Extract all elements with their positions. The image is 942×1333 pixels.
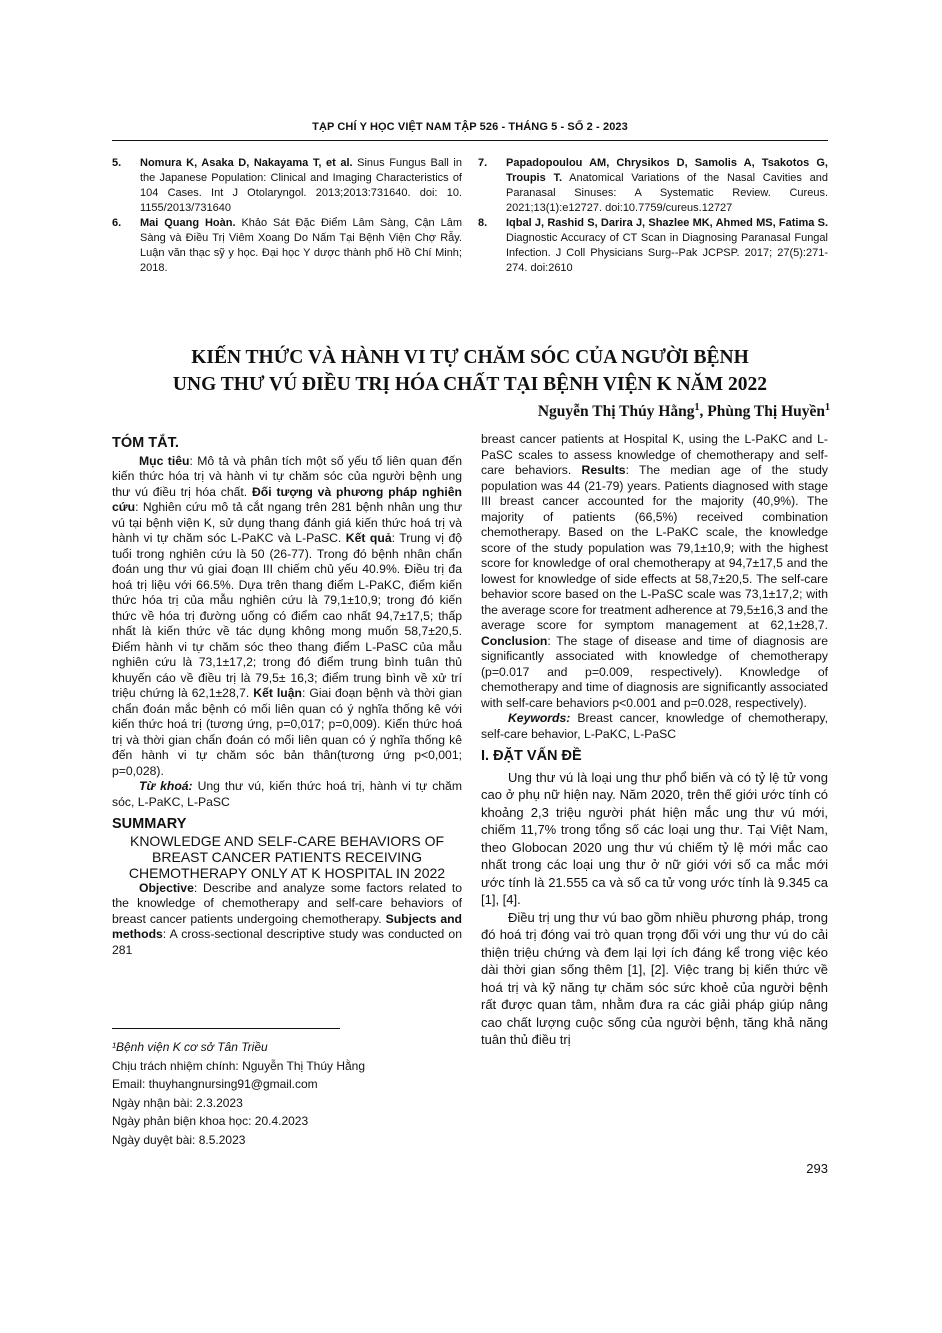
reference-text <box>140 216 462 276</box>
reference-number: 6. <box>112 217 122 229</box>
reference-authors: Nomura K, Asaka D, Nakayama T, et al. <box>140 157 353 169</box>
summary-title: KNOWLEDGE AND SELF-CARE BEHAVIORS OF BREAST CANCER PATIENTS RECEIVING CHEMOTHERAPY ONLY AT K HOSPITAL IN 2022 <box>128 832 446 881</box>
right-column <box>481 432 828 1049</box>
text-conclusion-en: : The stage of disease and time of diagnosis are significantly associated with knowledge of chemotherapy (p=0.017 and p=0.009, respectively). Knowledge of chemotherapy and time of diagnosis are significantly associated with self-care behaviors p<0.001 and p=0.028, respectively). <box>481 633 828 710</box>
keywords-en <box>481 711 828 742</box>
text-methods-en-continued: breast cancer patients at Hospital K, using the L-PaKC and L-PaSC scales to assess knowledge of chemotherapy and self-care behaviors. <box>481 432 828 477</box>
abstract-vi-paragraph <box>112 454 462 780</box>
author-separator: , <box>699 403 708 421</box>
article-title <box>112 344 828 398</box>
reference-number: 5. <box>112 157 122 169</box>
text-objective-vi: : Mô tả và phân tích một số yếu tố liên quan đến kiến thức hóa trị và hành vi tự chăm sóc của người bệnh ung thư vú điều trị hóa chất. <box>112 453 462 499</box>
author-name: Nguyễn Thị Thúy Hằng <box>537 403 695 421</box>
reference-item <box>478 156 828 216</box>
reference-text <box>506 156 828 216</box>
footnote-rule <box>112 1028 340 1029</box>
label-keywords-en: Keywords: <box>508 711 571 725</box>
reference-text <box>506 216 828 276</box>
footnote-received: Ngày nhận bài: 2.3.2023 <box>112 1095 243 1110</box>
text-methods-en: : A cross-sectional descriptive study was conducted on 281 <box>112 927 462 957</box>
text-keywords-en: Breast cancer, knowledge of chemotherapy, self-care behavior, L-PaKC, L-PaSC <box>481 711 828 741</box>
footnotes <box>112 1038 462 1149</box>
journal-header: TẠP CHÍ Y HỌC VIỆT NAM TẬP 526 - THÁNG 5 - SỐ 2 - 2023 <box>312 121 628 133</box>
summary-paragraph-start <box>112 881 462 959</box>
text-objective-en: : Describe and analyze some factors related to the knowledge of chemotherapy and self-care behaviors of breast cancer patients undergoing chemotherapy. <box>112 880 462 926</box>
references-left-column <box>112 156 462 276</box>
footnote-reviewed: Ngày phản biện khoa học: 20.4.2023 <box>112 1114 309 1128</box>
reference-details: Khảo Sát Đặc Điểm Lâm Sàng, Cận Lâm Sàng và Điều Trị Viêm Xoang Do Nấm Tại Bệnh Viện Chợ Rẫy. Luận văn thạc sỹ y học. Đại học Y dược thành phố Hồ Chí Minh; 2018. <box>140 217 462 274</box>
reference-item <box>112 156 462 216</box>
footnote-approved: Ngày duyệt bài: 8.5.2023 <box>112 1132 246 1147</box>
label-keywords-vi: Từ khoá: <box>139 779 193 793</box>
introduction-paragraph-2: Điều trị ung thư vú bao gồm nhiều phương pháp, trong đó hoá trị đóng vai trò quan trọng đối với ung thư vú do cải thiện triệu chứng và đem lại lợi ích đáng kể trong việc kéo dài thời gian sống thêm [1], [2]. Việc trang bị kiến thức về hoá trị và kỹ năng tự chăm sóc sức khoẻ của người bệnh rất được quan tâm, nhằm đưa ra các giải pháp giúp nâng cao chất lượng cuộc sống của người bệnh, tăng khả năng tuân thủ điều trị <box>481 909 828 1047</box>
text-keywords-vi: Ung thư vú, kiến thức hoá trị, hành vi tự chăm sóc, L-PaKC, L-PaSC <box>112 779 462 809</box>
reference-authors: Mai Quang Hoàn. <box>140 217 236 229</box>
label-results-en: Results <box>581 463 626 477</box>
abstract-heading: TÓM TẮT. <box>112 435 179 451</box>
label-results-vi: Kết quả <box>345 531 392 545</box>
author-name: Phùng Thị Huyền <box>707 403 825 421</box>
label-methods-vi: Đối tượng và phương pháp nghiên cứu <box>112 484 462 514</box>
page-number: 293 <box>806 1161 828 1176</box>
section-heading-introduction: I. ĐẶT VẤN ĐỀ <box>481 748 582 764</box>
text-results-en: : The median age of the study population was 44 (21-79) years. Patients diagnosed with stage III breast cancer accounted for the majority (40,9%). The majority of patients (66,5%) received combination chemotherapy. Based on the L-PaKC scale, the knowledge score of the study population was 79,1±10,9; with the highest score for knowledge of oral chemotherapy at 94,7±17,5 and the lowest for knowledge of side effects at 58,7±20,5. The self-care behavior score based on the L-PaSC scale was 73,1±17,2; with the average score for treatment adherence at 79,5±16,3 and the average score for symptom management at 62,1±28,7. <box>481 463 829 632</box>
reference-item <box>478 216 828 276</box>
reference-details: Sinus Fungus Ball in the Japanese Population: Clinical and Imaging Characteristics of 104 Cases. Int J Otolaryngol. 2013;2013:731640. doi: 10. 1155/2013/731640 <box>140 157 462 214</box>
footnote-responsible: Chịu trách nhiệm chính: Nguyễn Thị Thúy Hằng <box>112 1058 366 1073</box>
reference-details: Anatomical Variations of the Nasal Cavities and Paranasal Sinuses: A Systematic Review. Cureus. 2021;13(1):e12727. doi:10.7759/cureus.12727 <box>506 172 828 214</box>
introduction-paragraph-1: Ung thư vú là loại ung thư phổ biến và có tỷ lệ tử vong cao ở phụ nữ hiện nay. Năm 2020, trên thế giới ước tính có khoảng 2,3 triệu người phát hiện mắc ung thư vú mới, chiếm 11,7% trong tổng số các loại ung thư. Tại Việt Nam, theo Globocan 2020 ung thư vú chiếm tỷ lệ mới mắc cao nhất trong các loại ung thư ở nữ giới với số ca mắc mới ước tính là 21.555 ca và số ca tử vong ước tính là 9.345 ca [1], [4]. <box>481 769 828 907</box>
label-conclusion-vi: Kết luận <box>253 686 302 700</box>
label-conclusion-en: Conclusion <box>481 633 548 648</box>
reference-authors: Iqbal J, Rashid S, Darira J, Shazlee MK, Ahmed MS, Fatima S. <box>506 217 828 229</box>
author-list <box>538 402 830 421</box>
reference-details: Diagnostic Accuracy of CT Scan in Diagnosing Paranasal Fungal Infection. J Coll Physicians Surg--Pak JCPSP. 2017; 27(5):271-274. doi:2610 <box>506 232 828 274</box>
reference-number: 7. <box>478 157 488 169</box>
text-conclusion-vi: : Giai đoạn bệnh và thời gian chẩn đoán mắc bệnh có mối liên quan có ý nghĩa thống kê với kiến thức hoá trị (tương ứng, p=0,017; p=0,009). Kiến thức hoá trị và thời gian chẩn đoán có mối liên quan có ý nghĩa thống kê đến hành vi tự chăm sóc bản thân(tương ứng p<0,001; p=0,028). <box>112 686 462 778</box>
label-objective-vi: Mục tiêu <box>139 453 190 468</box>
reference-number: 8. <box>478 217 488 229</box>
left-column <box>112 436 462 958</box>
label-objective-en: Objective <box>139 880 194 895</box>
text-results-vi: : Trung vị độ tuổi trong nghiên cứu là 50 (26-77). Trong đó bệnh nhân chẩn đoán ung thư vú giai đoạn III chiếm chủ yếu 40.9%. Điều trị đa hoá trị liệu với 66.5%. Dựa trên thang điểm L-PaKC, điểm kiến thức hóa trị của mẫu nghiên cứu là 79,1±10,9; trong đó kiến thức về hóa trị đường uống có điểm cao nhất 94,7±17,5; thấp nhất là kiến thức về tác dụng không mong muốn 58,7±20,5. Điểm hành vi tự chăm sóc theo thang điểm L-PaSC của mẫu nghiên cứu là 73,1±17,2; trong đó điểm trung bình tuân thủ khuyến cáo về điều trị là 79,5± 16,3; điểm trung bình về xử trí triệu chứng là 62,1±28,7. <box>112 531 462 700</box>
article-title-line-1: KIẾN THỨC VÀ HÀNH VI TỰ CHĂM SÓC CỦA NGƯỜI BỆNH <box>191 347 749 368</box>
footnote-affiliation: ¹Bệnh viện K cơ sở Tân Triều <box>112 1040 268 1054</box>
author-affiliation-mark: 1 <box>694 402 700 413</box>
summary-paragraph-continued <box>481 432 828 711</box>
keywords-vi <box>112 779 462 810</box>
reference-text <box>140 156 462 216</box>
footnote-email: Email: thuyhangnursing91@gmail.com <box>112 1077 318 1091</box>
label-methods-en: Subjects and methods <box>112 911 462 941</box>
article-title-line-2: UNG THƯ VÚ ĐIỀU TRỊ HÓA CHẤT TẠI BỆNH VIỆN K NĂM 2022 <box>172 374 768 395</box>
text-methods-vi: : Nghiên cứu mô tả cắt ngang trên 281 bệnh nhân ung thư vú tại bệnh viện K, sử dụng thang đánh giá kiến thức hoá trị và hành vi tự chăm sóc L-PaKC và L-PaSC. <box>112 500 462 545</box>
summary-heading: SUMMARY <box>112 816 187 832</box>
reference-authors: Papadopoulou AM, Chrysikos D, Samolis A, Tsakotos G, Troupis T. <box>506 157 828 184</box>
header-rule <box>112 140 828 141</box>
references-right-column <box>478 156 828 276</box>
author-affiliation-mark: 1 <box>825 402 830 413</box>
reference-item <box>112 216 462 276</box>
